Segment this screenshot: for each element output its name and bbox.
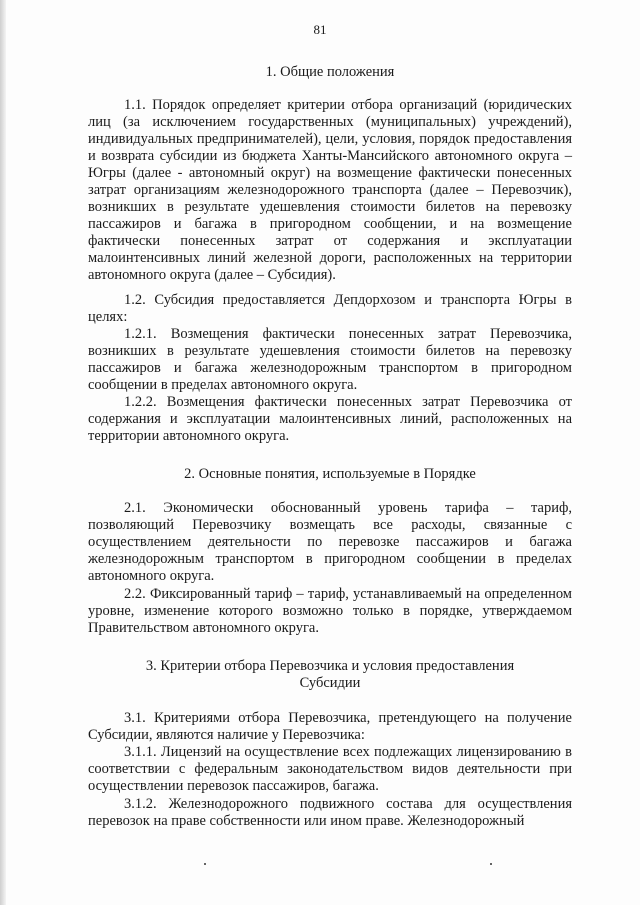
page-number: 81 [313,22,327,37]
paragraph-3-1-1: 3.1.1. Лицензий на осуществление всех подлежащих лицензированию в соответствии с федеральным законодательством видов деятельности при осуществлении перевозок пассажиров, багажа. [88,744,572,794]
paragraph-1-2-1: 1.2.1. Возмещения фактически понесенных затрат Перевозчика, возникших в результате удешевления стоимости билетов на перевозку пассажиров и багажа железнодорожным транспортом в пригородном сообщении в пределах автономного округа. [88,326,572,393]
paragraph-3-1-2: 3.1.2. Железнодорожного подвижного состава для осуществления перевозок на праве собственности или ином праве. Железнодорожный [88,796,572,829]
paragraph-3-1: 3.1. Критериями отбора Перевозчика, претендующего на получение Субсидии, являются наличие у Перевозчика: [88,710,572,743]
paragraph-1-2-2: 1.2.2. Возмещения фактически понесенных затрат Перевозчика от содержания и эксплуатации малоинтенсивных линий, расположенных на территории автономного округа. [88,394,572,444]
scan-speck [490,863,492,865]
section-3-title-line1: 3. Критерии отбора Перевозчика и условия предоставления [145,658,515,674]
paragraph-2-2: 2.2. Фиксированный тариф – тариф, устанавливаемый на определенном уровне, изменение которого возможно только в порядке, утверждаемом Правительством автономного округа. [88,586,572,636]
section-2-title: 2. Основные понятия, используемые в Порядке [184,466,476,482]
section-1-title: 1. Общие положения [265,64,395,80]
paragraph-1-1: 1.1. Порядок определяет критерии отбора организаций (юридических лиц (за исключением государственных (муниципальных) учреждений), индивидуальных предпринимателей), цели, условия, порядок предоставления и возврата субсидии из бюджета Ханты-Мансийского автономного округа – Югры (далее - автономный округ) на возмещение фактически понесенных затрат организациям железнодорожного транспорта (далее – Перевозчик), возникших в результате удешевления стоимости билетов на перевозку пассажиров и багажа в пригородном сообщении, и на возмещение фактически понесенных затрат от содержания и эксплуатации малоинтенсивных линий железной дороги, расположенных на территории автономного округа (далее – Субсидия). [88,97,572,283]
paragraph-1-2: 1.2. Субсидия предоставляется Депдорхозом и транспорта Югры в целях: [88,292,572,325]
paragraph-2-1: 2.1. Экономически обоснованный уровень тарифа – тариф, позволяющий Перевозчику возмещать все расходы, связанные с осуществлением деятельности по перевозке пассажиров и багажа железнодорожным транспортом в пригородном сообщении в пределах автономного округа. [88,500,572,584]
section-3-title-line2: Субсидии [299,675,361,691]
page-edge-shadow [0,0,6,905]
scan-speck [204,863,206,865]
